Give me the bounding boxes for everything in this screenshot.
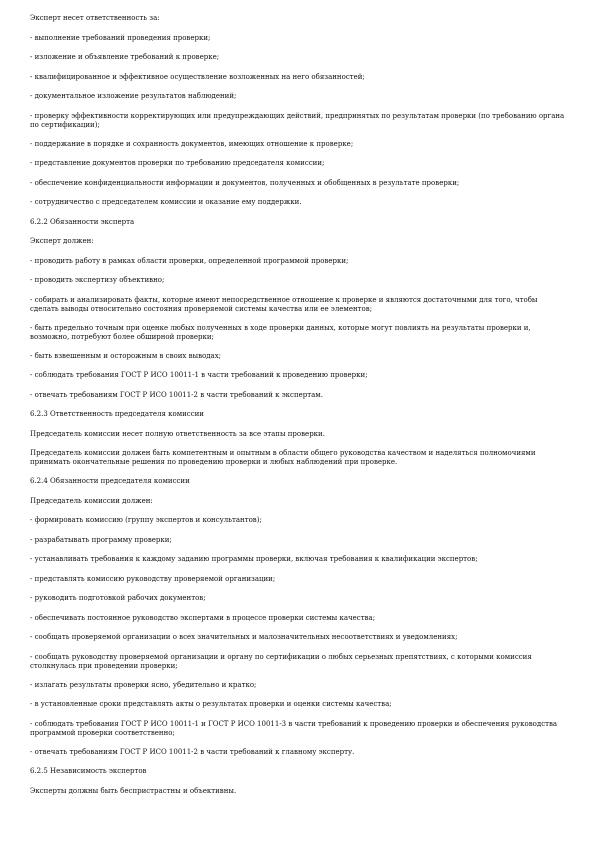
list-item: - собирать и анализировать факты, которые имеют непосредственное отношение к проверке и являются достаточными для того, чтобы сделать выводы относительно состояния проверяемой системы качества или ее элементов; [30,295,538,313]
paragraph-expert-impartial: Эксперты должны быть беспристрастны и объективны. [30,786,237,795]
list-item: - соблюдать требования ГОСТ Р ИСО 10011-1 и ГОСТ Р ИСО 10011-3 в части требований к проведению проверки и обеспечения руководства программой проверки соответственно; [30,719,558,737]
list-item: - документальное изложение результатов наблюдений; [30,92,237,100]
list-item: - излагать результаты проверки ясно, убедительно и кратко; [30,680,257,689]
list-item: - соблюдать требования ГОСТ Р ИСО 10011-1 в части требований к проведению проверки; [30,371,368,379]
section-heading-6-2-5: 6.2.5 Независимость экспертов [30,767,147,775]
list-item: - обеспечивать постоянное руководство экспертами в процессе проверки системы качества; [30,613,376,622]
list-item: - сообщать руководству проверяемой организации и органу по сертификации о любых серьезных препятствиях, с которыми комиссия столкнулась при проведении проверки; [30,652,532,670]
list-item: - обеспечение конфиденциальности информации и документов, полученных и обобщенных в результате проверки; [30,178,460,187]
section-heading-6-2-4: 6.2.4 Обязанности председателя комиссии [30,477,190,485]
list-item: - устанавливать требования к каждому заданию программы проверки, включая требования к квалификации экспертов; [30,555,478,563]
section-heading-6-2-3: 6.2.3 Ответственность председателя комиссии [30,410,204,418]
list-item: - изложение и объявление требований к проверке; [30,53,220,61]
list-item: - проводить экспертизу объективно; [30,276,165,284]
list-item: - быть предельно точным при оценке любых полученных в ходе проверки данных, которые могут повлиять на результаты проверки и, возможно, потребуют более обширной проверки; [30,323,531,341]
section-heading-6-2-2: 6.2.2 Обязанности эксперта [30,217,135,226]
list-item: - проверку эффективности корректирующих или предупреждающих действий, предпринятых по результатам проверки (по требованию органа по сертификации); [30,111,565,129]
list-item: - отвечать требованиям ГОСТ Р ИСО 10011-2 в части требований к главному эксперту. [30,747,355,756]
list-item: - разрабатывать программу проверки; [30,535,172,544]
paragraph-expert-responsibility-intro: Эксперт несет ответственность за: [30,14,160,22]
paragraph-chair-full-responsibility: Председатель комиссии несет полную ответственность за все этапы проверки. [30,429,325,438]
list-item: - представление документов проверки по требованию председателя комиссии; [30,159,325,167]
list-item: - выполнение требований проведения проверки; [30,33,211,42]
list-item: - руководить подготовкой рабочих документов; [30,594,206,602]
paragraph-expert-must: Эксперт должен: [30,237,94,245]
list-item: - в установленные сроки представлять акты о результатах проверки и оценки системы качества; [30,700,392,708]
list-item: - формировать комиссию (группу экспертов и консультантов); [30,516,262,524]
list-item: - отвечать требованиям ГОСТ Р ИСО 10011-2 в части требований к экспертам. [30,390,323,399]
list-item: - сотрудничество с председателем комиссии и оказание ему поддержки. [30,198,302,206]
paragraph-chair-competence: Председатель комиссии должен быть компетентным и опытным в области общего руководства качеством и наделяться полномочиями принимать окончательные решения по проведению проверки и любых наблюдений при проверке. [30,449,536,466]
list-item: - квалифицированное и эффективное осуществление возложенных на него обязанностей; [30,72,365,81]
paragraph-chair-must: Председатель комиссии должен: [30,496,153,505]
list-item: - представлять комиссию руководству проверяемой организации; [30,574,276,583]
list-item: - быть взвешенным и осторожным в своих выводах; [30,351,222,360]
list-item: - проводить работу в рамках области проверки, определенной программой проверки; [30,256,349,265]
list-item: - сообщать проверяемой организации о всех значительных и малозначительных несоответствиях и уведомлениях; [30,633,458,641]
list-item: - поддержание в порядке и сохранность документов, имеющих отношение к проверке; [30,139,354,148]
